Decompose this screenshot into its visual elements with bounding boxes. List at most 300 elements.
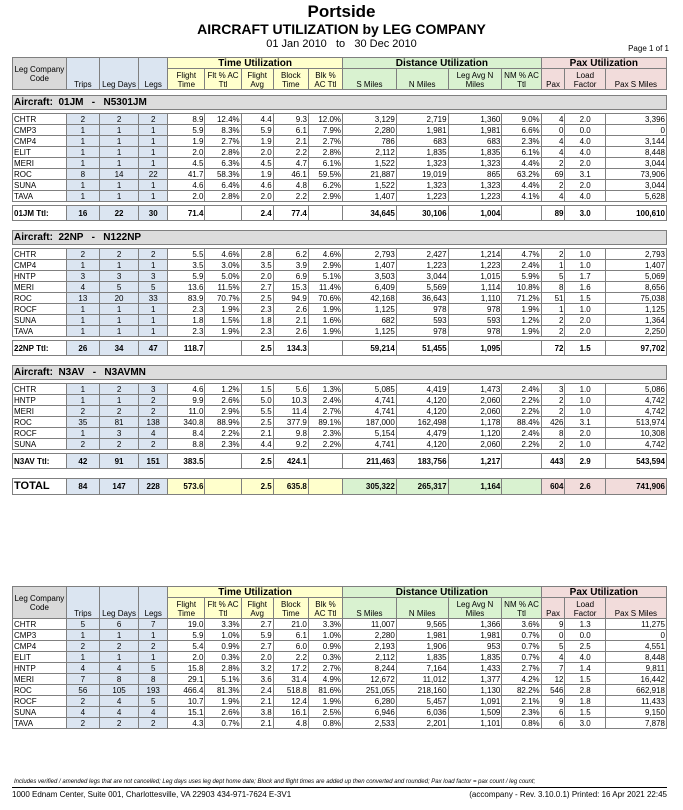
- cell: 6.1%: [502, 147, 541, 158]
- cell: 22: [139, 169, 168, 180]
- cell: 1,223: [448, 191, 502, 202]
- cell: 1: [99, 158, 138, 169]
- cell: 3,044: [396, 271, 448, 282]
- cell: 2.0: [565, 180, 605, 191]
- cell: 6.1: [273, 125, 308, 136]
- cell: 2.9: [565, 454, 605, 469]
- cell: 2: [541, 249, 565, 260]
- aircraft-title: Aircraft: N3AV - N3AVMN: [13, 366, 667, 380]
- col-header-trips: Trips: [66, 587, 99, 619]
- cell: CMP3: [13, 630, 67, 641]
- cell: 46.1: [273, 169, 308, 180]
- cell: 4.2%: [502, 674, 541, 685]
- cell: 10,308: [605, 428, 666, 439]
- cell: 5: [139, 663, 168, 674]
- cell: [205, 454, 241, 469]
- cell: CHTR: [13, 249, 67, 260]
- col-header-pax: Pax: [541, 598, 565, 619]
- col-header-code: Leg Company Code: [13, 58, 67, 90]
- date-to-word: to: [335, 38, 346, 50]
- table-row: [13, 271, 667, 282]
- cell: 4: [541, 191, 565, 202]
- cell: 3.0: [565, 718, 605, 729]
- cell: 2: [139, 395, 168, 406]
- cell: 2: [541, 439, 565, 450]
- col-header-code: Leg Company Code: [13, 587, 67, 619]
- cell: 4,741: [343, 395, 397, 406]
- table-row: [13, 417, 667, 428]
- cell: CHTR: [13, 619, 67, 630]
- cell: 4: [541, 147, 565, 158]
- cell: 1,407: [605, 260, 666, 271]
- utilization-table: [12, 57, 667, 495]
- cell: 2: [139, 718, 168, 729]
- cell: ELIT: [13, 652, 67, 663]
- cell: 1,120: [448, 428, 502, 439]
- cell: 1: [139, 652, 168, 663]
- table-row: [13, 125, 667, 136]
- cell: 4.6: [241, 180, 273, 191]
- cell: 4: [541, 652, 565, 663]
- cell: 7: [139, 619, 168, 630]
- cell: 6,409: [343, 282, 397, 293]
- table-row: [13, 191, 667, 202]
- cell: 4,742: [605, 439, 666, 450]
- col-header-nm-pct: NM % AC Ttl: [502, 598, 541, 619]
- cell: 1: [66, 147, 99, 158]
- cell: 4,742: [605, 395, 666, 406]
- cell: [502, 341, 541, 356]
- cell: 2.6%: [205, 395, 241, 406]
- cell: 2: [99, 406, 138, 417]
- table-row: [13, 293, 667, 304]
- cell: MERI: [13, 282, 67, 293]
- cell: 5: [541, 271, 565, 282]
- cell: 11,433: [605, 696, 666, 707]
- cell: 5.9: [168, 125, 205, 136]
- table-row: [13, 674, 667, 685]
- cell: 1.0: [565, 304, 605, 315]
- col-header-days: Leg Days: [99, 587, 138, 619]
- cell: 4: [66, 282, 99, 293]
- cell: 9.0%: [502, 114, 541, 125]
- cell: 71.2%: [502, 293, 541, 304]
- cell: 0.7%: [502, 641, 541, 652]
- cell: HNTP: [13, 395, 67, 406]
- table-row: [13, 718, 667, 729]
- cell: 1.0%: [308, 630, 342, 641]
- cell: 1: [66, 652, 99, 663]
- table-row: [13, 114, 667, 125]
- cell: 1,981: [448, 630, 502, 641]
- cell: 1,223: [448, 260, 502, 271]
- cell: 1,981: [448, 125, 502, 136]
- cell: 77.4: [273, 206, 308, 221]
- cell: 2.4%: [502, 260, 541, 271]
- cell: 978: [396, 326, 448, 337]
- cell: 4,120: [396, 406, 448, 417]
- cell: 513,974: [605, 417, 666, 428]
- cell: 2: [541, 406, 565, 417]
- cell: 2,060: [448, 439, 502, 450]
- cell: 2,060: [448, 395, 502, 406]
- cell: 2.7: [241, 641, 273, 652]
- table-row: [13, 395, 667, 406]
- cell: 8: [541, 282, 565, 293]
- cell: 1: [139, 147, 168, 158]
- cell: 75,038: [605, 293, 666, 304]
- cell: 2.7: [241, 619, 273, 630]
- cell: 573.6: [168, 479, 205, 495]
- cell: 1.9%: [502, 304, 541, 315]
- cell: 0.3%: [308, 652, 342, 663]
- cell: 4.7%: [502, 249, 541, 260]
- table-row: [13, 136, 667, 147]
- cell: 56: [66, 685, 99, 696]
- cell: 4: [99, 707, 138, 718]
- cell: SUNA: [13, 707, 67, 718]
- table-row: [13, 428, 667, 439]
- cell: 4.0: [565, 136, 605, 147]
- cell: 6.1%: [308, 158, 342, 169]
- cell: 3.9: [273, 260, 308, 271]
- cell: 2: [139, 641, 168, 652]
- cell: 9.2: [273, 439, 308, 450]
- cell: SUNA: [13, 315, 67, 326]
- cell: 1.5: [565, 341, 605, 356]
- cell: 2.3%: [502, 136, 541, 147]
- cell: 2.7: [241, 282, 273, 293]
- cell: 1.9: [241, 169, 273, 180]
- aircraft-title: Aircraft: 22NP - N122NP: [13, 231, 667, 245]
- cell: 1.9%: [205, 326, 241, 337]
- cell: 424.1: [273, 454, 308, 469]
- cell: 15.1: [168, 707, 205, 718]
- cell: 63.2%: [502, 169, 541, 180]
- cell: 36,643: [396, 293, 448, 304]
- cell: 0.7%: [205, 718, 241, 729]
- cell: 105: [99, 685, 138, 696]
- cell: 2: [139, 114, 168, 125]
- cell: 4,741: [343, 439, 397, 450]
- cell: 4.4%: [502, 180, 541, 191]
- cell: 1,323: [448, 180, 502, 191]
- cell: 83.9: [168, 293, 205, 304]
- cell: 1.7: [565, 271, 605, 282]
- cell: 4.6%: [308, 249, 342, 260]
- cell: 4,742: [605, 406, 666, 417]
- cell: 4.3: [168, 718, 205, 729]
- cell: 5,086: [605, 384, 666, 395]
- cell: TAVA: [13, 718, 67, 729]
- cell: 305,322: [343, 479, 397, 495]
- cell: 2.9%: [205, 406, 241, 417]
- cell: 3,144: [605, 136, 666, 147]
- cell: 0.8%: [502, 718, 541, 729]
- cell: 8,244: [343, 663, 397, 674]
- footnote: Includes verified / amended legs that are not cancelled; Leg days uses leg dept home date; Block and flight times are added up then converted and rounded; Pax load factor = pax count / leg count;: [14, 779, 536, 785]
- cell: 1: [541, 304, 565, 315]
- cell: 5,628: [605, 191, 666, 202]
- cell: ROCF: [13, 696, 67, 707]
- cell: 1: [66, 326, 99, 337]
- col-header-pax-s-miles: Pax S Miles: [605, 598, 666, 619]
- cell: 1,125: [343, 304, 397, 315]
- cell: 4.4: [241, 439, 273, 450]
- cell: 1.8: [168, 315, 205, 326]
- group-pax-utilization: Pax Utilization: [541, 58, 666, 69]
- cell: 2.6: [273, 326, 308, 337]
- table-row: [13, 663, 667, 674]
- col-header-block-time: Block Time: [273, 69, 308, 90]
- table-row: [13, 169, 667, 180]
- cell: 59.5%: [308, 169, 342, 180]
- cell: 1,509: [448, 707, 502, 718]
- cell: [502, 454, 541, 469]
- cell: 2.5%: [308, 707, 342, 718]
- header-group-row: [13, 587, 667, 598]
- cell: 162,498: [396, 417, 448, 428]
- cell: 2,112: [343, 652, 397, 663]
- cell: 1,101: [448, 718, 502, 729]
- cell: 2.3: [241, 326, 273, 337]
- cell: 2.8%: [205, 191, 241, 202]
- col-header-blk-pct: Blk % AC Ttl: [308, 69, 342, 90]
- cell: 1.0%: [205, 630, 241, 641]
- cell: 1: [99, 260, 138, 271]
- cell: 1.9%: [308, 696, 342, 707]
- cell: 2: [66, 718, 99, 729]
- cell: 0: [541, 125, 565, 136]
- cell: 2,112: [343, 147, 397, 158]
- cell: 662,918: [605, 685, 666, 696]
- cell: 2.5: [241, 417, 273, 428]
- cell: 69: [541, 169, 565, 180]
- group-distance-utilization: Distance Utilization: [343, 58, 542, 69]
- cell: 4: [139, 707, 168, 718]
- date-range: [0, 37, 683, 51]
- cell: 741,906: [605, 479, 666, 495]
- cell: 29.1: [168, 674, 205, 685]
- cell: 4: [66, 663, 99, 674]
- cell: 11.4: [273, 406, 308, 417]
- cell: 2.3: [168, 326, 205, 337]
- cell: 2: [99, 439, 138, 450]
- cell: 5: [99, 282, 138, 293]
- cell: 1.9%: [308, 326, 342, 337]
- cell: 2.6: [565, 479, 605, 495]
- cell: 2.4%: [502, 384, 541, 395]
- cell: MERI: [13, 674, 67, 685]
- cell: 1: [66, 191, 99, 202]
- cell: 118.7: [168, 341, 205, 356]
- table-row: [13, 406, 667, 417]
- cell: 1: [99, 147, 138, 158]
- cell: 13: [66, 293, 99, 304]
- cell: TAVA: [13, 326, 67, 337]
- cell: 2.1: [241, 696, 273, 707]
- cell: 1.0: [565, 384, 605, 395]
- cell: 3,044: [605, 158, 666, 169]
- cell: 6: [99, 619, 138, 630]
- group-time-utilization: Time Utilization: [168, 58, 343, 69]
- cell: 1.5: [241, 384, 273, 395]
- cell: 1: [66, 136, 99, 147]
- cell: 1,364: [605, 315, 666, 326]
- table-row: [13, 304, 667, 315]
- cell: 1,377: [448, 674, 502, 685]
- cell: 3,129: [343, 114, 397, 125]
- cell: 2.5: [565, 641, 605, 652]
- cell: 8: [541, 428, 565, 439]
- cell: 2.5: [241, 293, 273, 304]
- cell: 2.3: [241, 304, 273, 315]
- cell: 58.3%: [205, 169, 241, 180]
- table-row: [13, 315, 667, 326]
- cell: 1: [66, 260, 99, 271]
- cell: 19.0: [168, 619, 205, 630]
- cell: 2: [99, 384, 138, 395]
- cell: 59,214: [343, 341, 397, 356]
- cell: 593: [396, 315, 448, 326]
- cell: 2.7%: [308, 136, 342, 147]
- cell: 2.0: [241, 652, 273, 663]
- cell: 1: [99, 180, 138, 191]
- cell: 2.0: [565, 114, 605, 125]
- cell: 593: [448, 315, 502, 326]
- cell: 20: [99, 293, 138, 304]
- cell: 89: [541, 206, 565, 221]
- cell: 1,223: [396, 191, 448, 202]
- cell: 2: [541, 158, 565, 169]
- cell: SUNA: [13, 180, 67, 191]
- cell: 1,981: [396, 125, 448, 136]
- cell: 94.9: [273, 293, 308, 304]
- cell: 2,193: [343, 641, 397, 652]
- cell: 1.5: [565, 707, 605, 718]
- cell: 01JM Ttl:: [13, 206, 67, 221]
- cell: 4: [66, 707, 99, 718]
- cell: 7,164: [396, 663, 448, 674]
- cell: 1: [99, 125, 138, 136]
- cell: 5: [139, 282, 168, 293]
- col-header-s-miles: S Miles: [343, 598, 397, 619]
- cell: 84: [66, 479, 99, 495]
- cell: HNTP: [13, 663, 67, 674]
- cell: 2: [99, 718, 138, 729]
- cell: 3: [66, 271, 99, 282]
- cell: 2.2: [273, 652, 308, 663]
- cell: 193: [139, 685, 168, 696]
- cell: CMP3: [13, 125, 67, 136]
- cell: 5.9: [241, 630, 273, 641]
- cell: TAVA: [13, 191, 67, 202]
- cell: 12,672: [343, 674, 397, 685]
- cell: 518.8: [273, 685, 308, 696]
- cell: 2,250: [605, 326, 666, 337]
- cell: CMP4: [13, 260, 67, 271]
- cell: MERI: [13, 158, 67, 169]
- cell: 1,323: [448, 158, 502, 169]
- col-header-load-factor: Load Factor: [565, 598, 605, 619]
- cell: 2,793: [343, 249, 397, 260]
- cell: 19,019: [396, 169, 448, 180]
- cell: 2,060: [448, 406, 502, 417]
- table-row: [13, 158, 667, 169]
- cell: 2.3%: [308, 428, 342, 439]
- cell: 6.3%: [205, 158, 241, 169]
- cell: 51: [541, 293, 565, 304]
- cell: ROC: [13, 417, 67, 428]
- cell: 13.6: [168, 282, 205, 293]
- cell: 211,463: [343, 454, 397, 469]
- cell: [205, 206, 241, 221]
- cell: 11.4%: [308, 282, 342, 293]
- cell: 3.3%: [308, 619, 342, 630]
- cell: 228: [139, 479, 168, 495]
- table-row: [13, 326, 667, 337]
- cell: 3.1: [565, 169, 605, 180]
- col-header-flight-time: Flight Time: [168, 598, 205, 619]
- group-pax-utilization: Pax Utilization: [541, 587, 666, 598]
- cell: 82.2%: [502, 685, 541, 696]
- cell: 3: [99, 428, 138, 439]
- cell: 17.2: [273, 663, 308, 674]
- cell: 89.1%: [308, 417, 342, 428]
- cell: 4.6: [168, 180, 205, 191]
- cell: 3.3%: [205, 619, 241, 630]
- cell: 1,015: [448, 271, 502, 282]
- cell: 5,069: [605, 271, 666, 282]
- cell: 9,811: [605, 663, 666, 674]
- cell: 11,012: [396, 674, 448, 685]
- cell: 5: [541, 641, 565, 652]
- cell: 2.1: [273, 315, 308, 326]
- page-number: Page 1 of 1: [628, 44, 669, 53]
- cell: 683: [396, 136, 448, 147]
- cell: 3.0%: [205, 260, 241, 271]
- table-row: [13, 439, 667, 450]
- col-header-flight-avg: Flight Avg: [241, 598, 273, 619]
- cell: 2.1: [241, 718, 273, 729]
- cell: 1: [99, 652, 138, 663]
- cell: 2.7%: [308, 663, 342, 674]
- cell: 16.1: [273, 707, 308, 718]
- table-row: [13, 282, 667, 293]
- cell: 1,110: [448, 293, 502, 304]
- cell: 2: [66, 406, 99, 417]
- cell: 2: [99, 249, 138, 260]
- cell: 12: [541, 674, 565, 685]
- cell: 187,000: [343, 417, 397, 428]
- cell: 5.0: [241, 395, 273, 406]
- cell: ROC: [13, 169, 67, 180]
- cell: 1: [139, 180, 168, 191]
- cell: 9,565: [396, 619, 448, 630]
- table-row: [13, 249, 667, 260]
- cell: 2.2%: [308, 439, 342, 450]
- cell: 11.0: [168, 406, 205, 417]
- cell: 1: [66, 428, 99, 439]
- cell: TOTAL: [13, 479, 67, 495]
- cell: 1,522: [343, 180, 397, 191]
- cell: 12.0%: [308, 114, 342, 125]
- cell: 786: [343, 136, 397, 147]
- cell: 2.0: [565, 315, 605, 326]
- cell: 2: [66, 696, 99, 707]
- cell: 4.5: [241, 158, 273, 169]
- cell: 5.1%: [205, 674, 241, 685]
